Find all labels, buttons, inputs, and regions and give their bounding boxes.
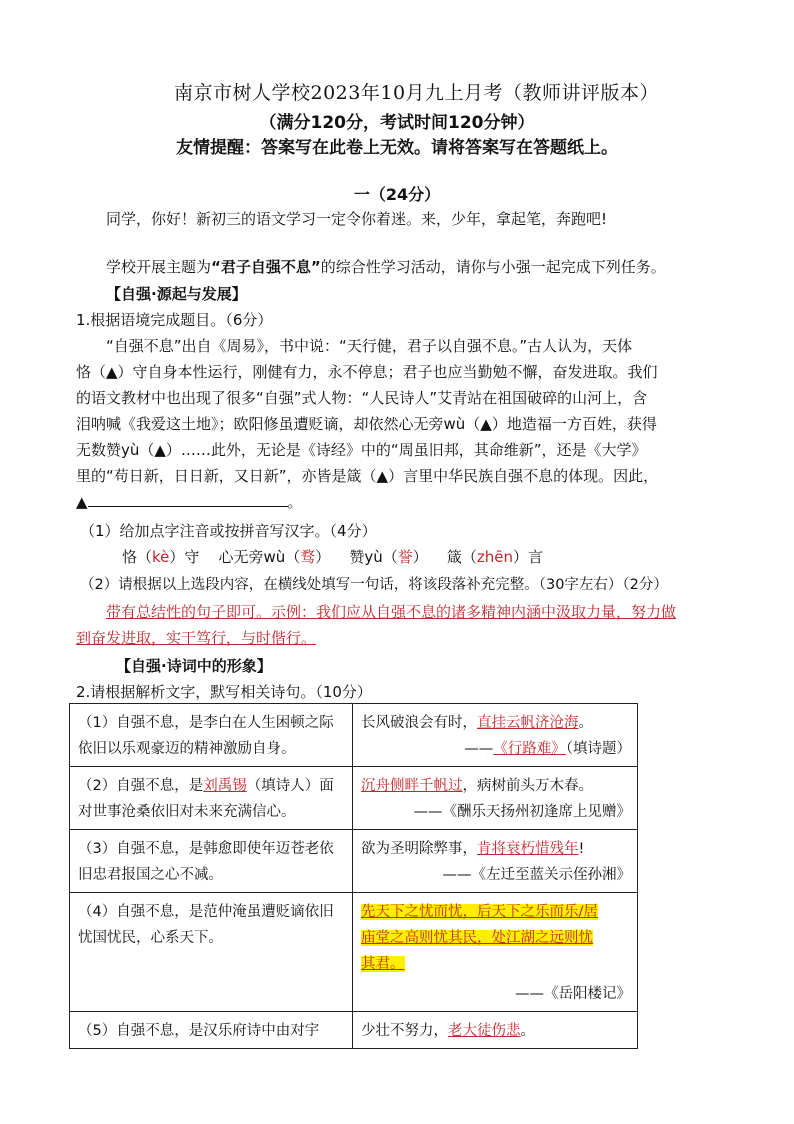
answer-label: 箴（ [446,548,477,566]
section-heading: 一（24分） [353,185,441,204]
table-row [70,893,638,1012]
poem-text: 欲为圣明除弊事， [361,841,477,857]
prompt-cell: （1）自强不息，是李白在人生困顿之际依旧以乐观豪迈的精神激励自身。 [70,704,353,767]
passage-line: “自强不息”出自《周易》，书中说：“天行健，君子以自强不息。”古人认为，天体 [106,337,633,355]
q1-sub2-answer: 带有总结性的句子即可。示例：我们应从自强不息的诸多精神内涵中汲取力量，努力做 [106,603,677,621]
part2-heading: 【自强·诗词中的形象】 [116,657,272,675]
prompt-cell [70,767,353,830]
part1-heading: 【自强·源起与发展】 [106,285,247,303]
passage-line: 恪（▲）守自身本性运行，刚健有力，永不停息；君子也应当勤勉不懈，奋发进取。我们 [76,363,658,381]
passage-line: 的语文教材中也出现了很多“自强”式人物：“人民诗人”艾青站在祖国破碎的山河上，含 [76,389,648,407]
poem-source: ——《酬乐天扬州初逢席上见赠》 [413,804,631,820]
answer-cell [353,893,638,1012]
q1-sub2-answer [76,627,554,648]
answer-label: ）守 [169,548,200,566]
passage-line: 泪呐喊《我爱这土地》；欧阳修虽遭贬谪，却依然心无旁wù（▲）地造福一方百姓，获得 [76,415,657,433]
answer-value: kè [152,548,170,566]
notice: 友情提醒：答案写在此卷上无效。请将答案写在答题纸上。 [176,138,618,158]
answer-cell [353,704,638,767]
answer-label: 恪（ [122,548,153,566]
poem-source: ——《左迁至蓝关示侄孙湘》 [442,867,631,883]
q1-sub2: （2）请根据以上选段内容，在横线处填写一句话，将该段落补充完整。（30字左右）（2分） [80,577,668,593]
answer-underline [316,629,554,647]
q1-title: 1.根据语境完成题目。（6分） [76,311,273,329]
answer-value: 沉舟侧畔千帆过 [361,778,463,794]
blank-line: ▲ 。 [76,493,303,511]
answer-value: 老大徒伤悲 [448,1023,521,1039]
answer-value: 其君。 [361,956,405,972]
intro-text: 同学，你好！新初三的语文学习一定令你着迷。来，少年，拿起笔，奔跑吧! [106,210,608,228]
answer-cell [353,830,638,893]
answer-value: 誉 [397,548,413,566]
exam-subtitle: （满分120分，考试时间120分钟） [259,113,535,133]
prompt-cell: （4）自强不息，是范仲淹虽遭贬谪依旧忧国忧民，心系天下。 [70,893,353,1012]
poem-text: 少壮不努力， [361,1023,448,1039]
q1-sub1-answers [122,546,543,567]
source-dash: —— [464,741,494,757]
source-note: （填诗题） [565,741,631,757]
answer-label: ）言 [513,548,544,566]
answer-text: 到奋发进取，实干笃行，与时偕行。 [76,629,317,647]
prompt-cell: （5）自强不息，是汉乐府诗中由对宇 [70,1012,353,1049]
prompt-cell: （3）自强不息，是韩愈即使年迈苍老依旧忠君报国之心不减。 [70,830,353,893]
answer-label: ） [315,548,331,566]
poem-text: 长风破浪会有时， [361,715,477,731]
intro-text-b: 的综合性学习活动，请你与小强一起完成下列任务。 [320,258,666,276]
passage-line: 里的“苟日新，日日新，又日新”，亦皆是箴（▲）言里中华民族自强不息的体现。因此， [76,467,659,485]
prompt-text: （2）自强不息，是 [78,778,204,794]
poem-source: ——《岳阳楼记》 [515,986,631,1002]
answer-value: 先天下之忧而忧，后天下之乐而乐/居 [361,904,598,920]
answer-cell [353,767,638,830]
answer-value: 《行路难》 [493,741,566,757]
blank-marker: ▲ [76,493,88,511]
answer-underline [88,492,288,507]
answer-value: 直挂云帆济沧海 [477,715,579,731]
answer-cell [353,1012,638,1049]
answer-value: 骛 [300,548,316,566]
answer-value: 庙堂之高则忧其民，处江湖之远则忧 [361,930,593,946]
poem-table [69,703,638,1049]
poem-text: 。 [578,715,593,731]
q2-title: 2.请根据解析文字，默写相关诗句。（10分） [76,683,372,701]
answer-label: 赞yù（ [349,548,398,566]
prompt-text: （填诗人）面对世事沧桑依旧对未来充满信心。 [78,778,334,820]
passage-line: 无数赞yù（▲）……此外，无论是《诗经》中的“周虽旧邦，其命维新”，还是《大学》 [76,441,647,459]
answer-value: 肯将衰朽惜残年 [477,841,579,857]
answer-label: ） [412,548,428,566]
intro-activity [106,256,666,277]
poem-text: ! [578,841,585,857]
poem-text: ，病树前头万木春。 [462,778,593,794]
theme-text: “君子自强不息” [211,258,321,276]
answer-label: 心无旁wù（ [218,548,301,566]
table-row [70,767,638,830]
poem-source [361,736,631,762]
table-row [70,704,638,767]
poem-text: 。 [520,1023,535,1039]
answer-value: 刘禹锡 [203,778,247,794]
page-title: 南京市树人学校2023年10月九上月考（教师讲评版本） [174,82,660,104]
intro-text-a: 学校开展主题为 [106,258,212,276]
table-row [70,830,638,893]
answer-value: zhēn [476,548,514,566]
q1-sub1: （1）给加点字注音或按拼音写汉字。（4分） [80,522,377,540]
table-row [70,1012,638,1049]
